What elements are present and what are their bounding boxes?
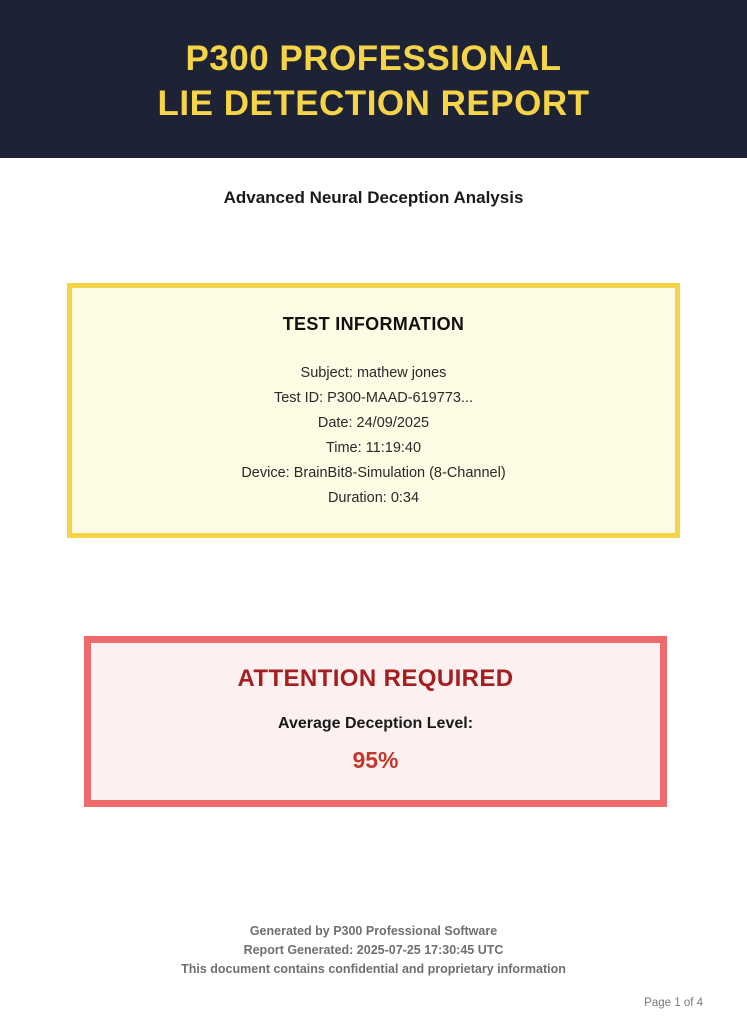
test-information-row-time: Time: 11:19:40 bbox=[325, 440, 422, 456]
report-title-line-1: P300 PROFESSIONAL bbox=[185, 39, 562, 78]
report-subtitle: Advanced Neural Deception Analysis bbox=[223, 188, 524, 207]
test-information-title: TEST INFORMATION bbox=[282, 314, 465, 334]
footer-report-generated: Report Generated: 2025-07-25 17:30:45 UTC bbox=[243, 943, 504, 957]
report-footer bbox=[0, 922, 747, 979]
report-header-banner bbox=[0, 0, 747, 158]
average-deception-level-value: 95% bbox=[352, 747, 399, 773]
test-information-row-subject: Subject: mathew jones bbox=[300, 365, 447, 381]
test-information-box bbox=[67, 283, 680, 538]
attention-required-title: ATTENTION REQUIRED bbox=[237, 665, 514, 692]
test-information-row-device: Device: BrainBit8-Simulation (8-Channel) bbox=[241, 465, 506, 481]
test-information-row-duration: Duration: 0:34 bbox=[327, 490, 420, 506]
test-information-row-date: Date: 24/09/2025 bbox=[317, 415, 430, 431]
average-deception-level-label: Average Deception Level: bbox=[277, 715, 474, 732]
report-title-line-2: LIE DETECTION REPORT bbox=[157, 84, 590, 123]
attention-required-box bbox=[84, 636, 667, 807]
test-information-row-test-id: Test ID: P300-MAAD-619773... bbox=[273, 390, 474, 406]
footer-confidentiality-notice: This document contains confidential and proprietary information bbox=[181, 962, 566, 976]
footer-generated-by: Generated by P300 Professional Software bbox=[249, 924, 498, 938]
page-number: Page 1 of 4 bbox=[644, 997, 703, 1009]
